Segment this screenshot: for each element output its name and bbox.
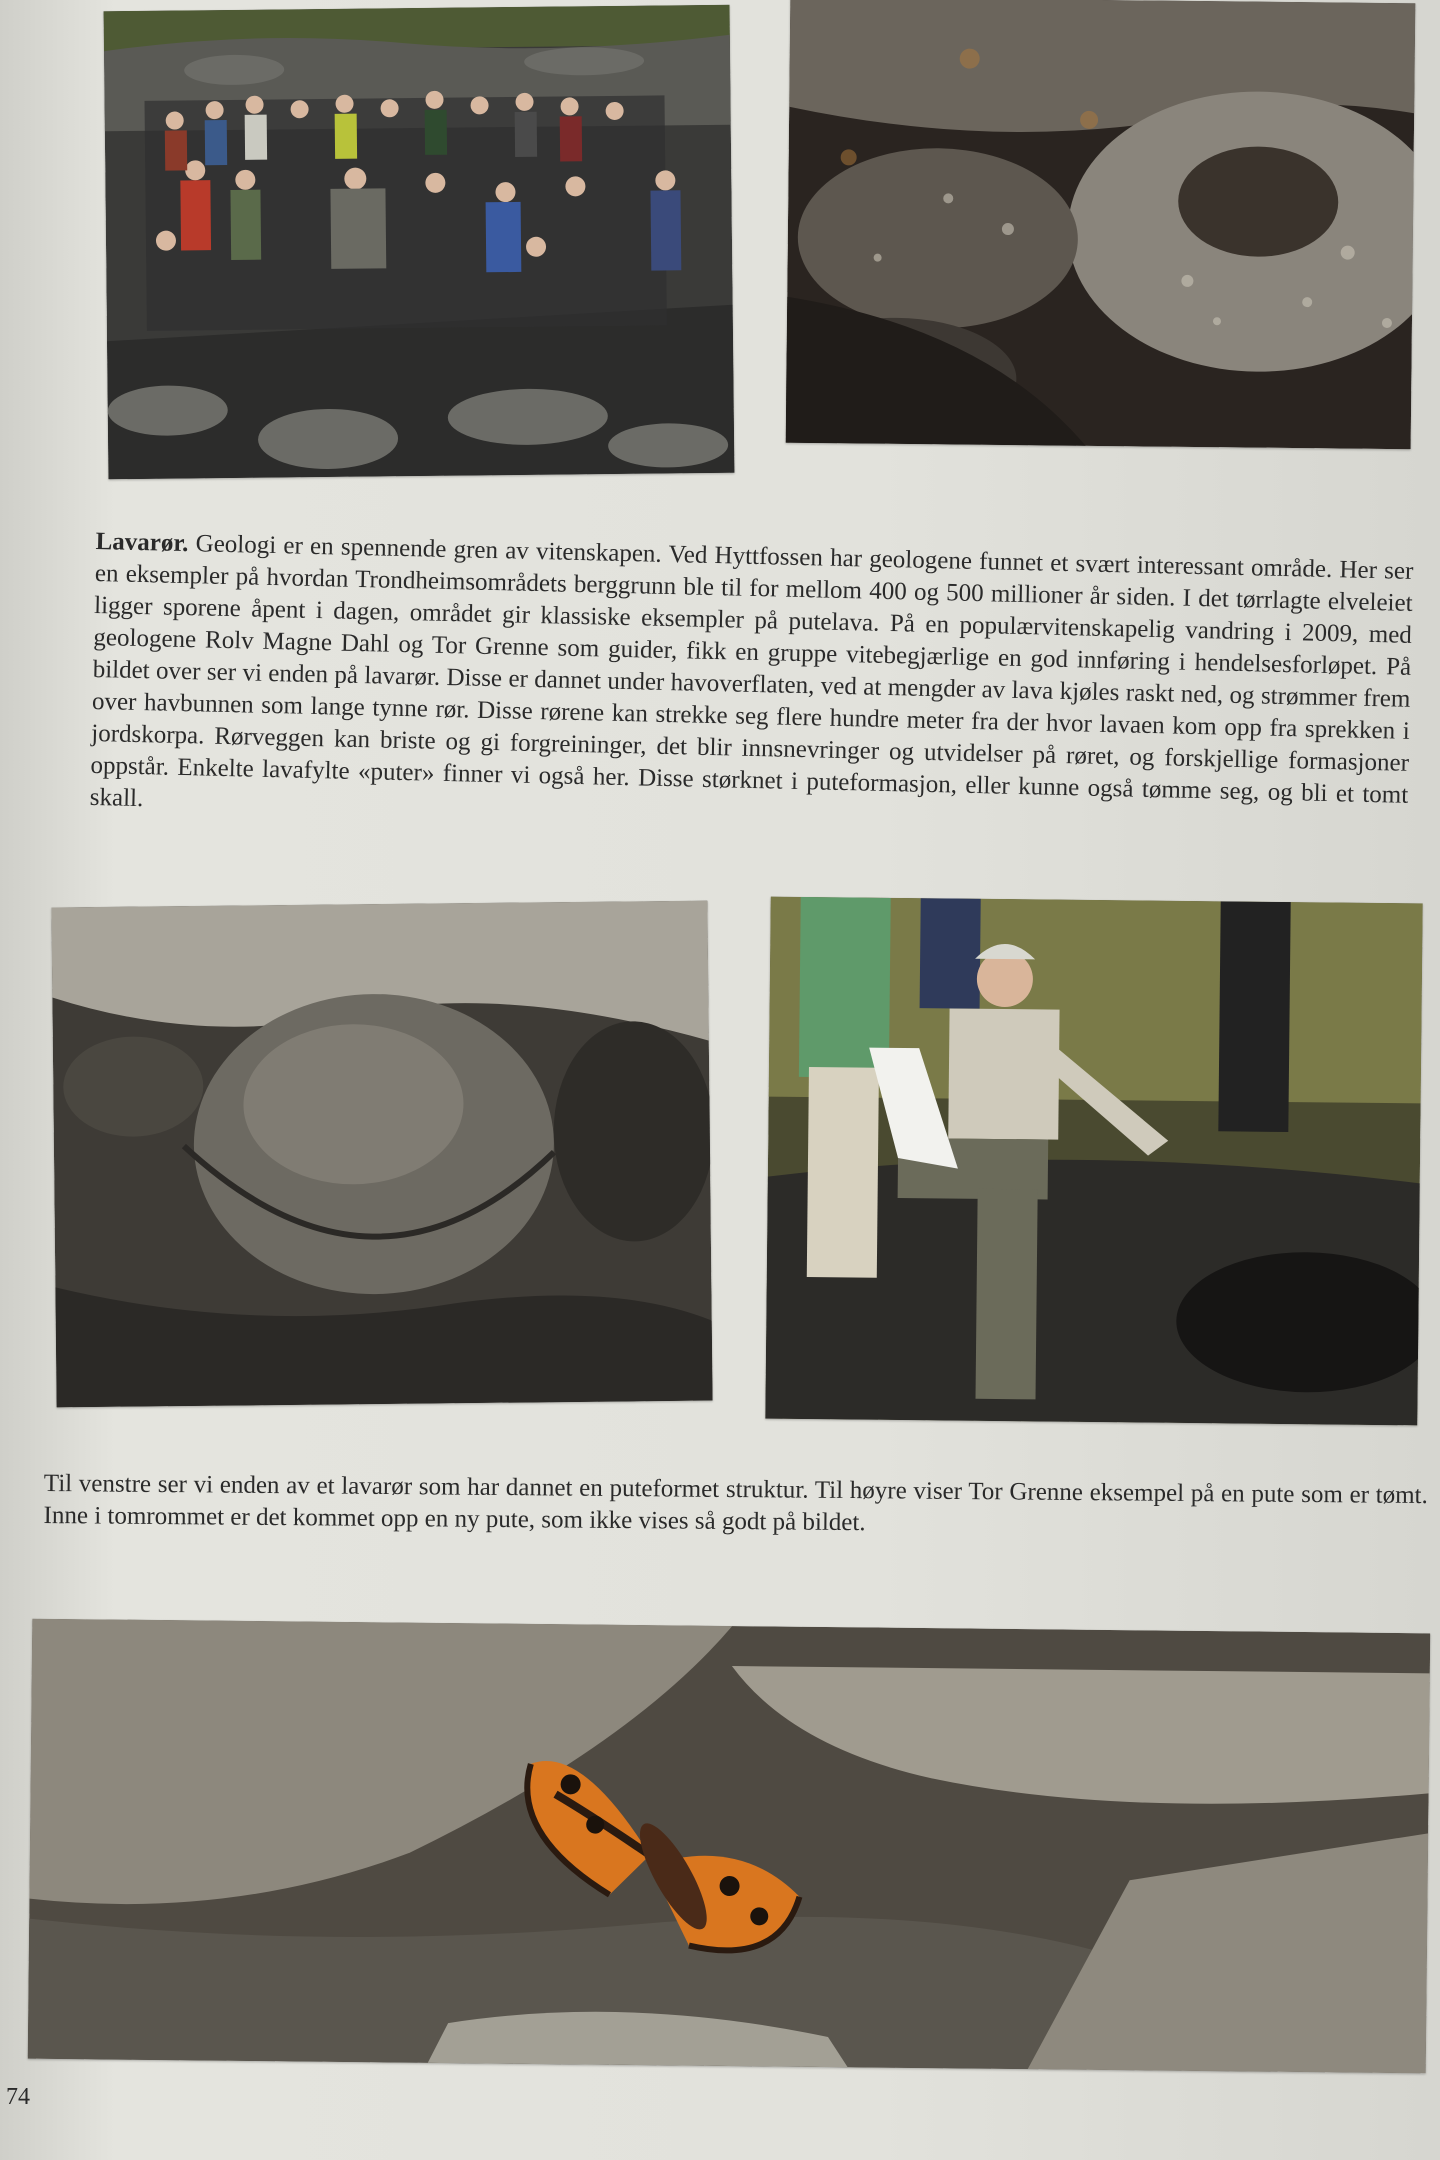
photo-butterfly-on-rock [28,1619,1431,2074]
photo-lava-tube-end [786,0,1416,449]
photo-tor-grenne [765,897,1422,1426]
caption-pillow-structure: Til venstre ser vi enden av et lavarør som har dannet en puteformet struktur. Til høyre viser Tor Grenne eksempel på en pute som er tømt. Inne i tomrommet er det kommet opp en ny pute, som ikke vises så godt på bildet. [43,1469,1428,1537]
caption-body: Geologi er en spennende gren av vitenskapen. Ved Hyttfossen har geologene funnet et svært interessant område. Her ser en eksempler på hvordan Trondheimsområdets berggrunn ble til for mellom 400 og 500 millioner år siden. I det tørrlagte elveleiet ligger sporene åpent i dagen, området gir klassiske eksempler på putelava. På en populærvitenskapelig vandring i 2009, med geologene Rolv Magne Dahl og Tor Grenne som guider, fikk en gruppe vitebegjærlige en god innføring i hendelsesforløpet. På bildet over ser vi enden på lavarør. Disse er dannet under havoverflaten, ved at mengder av lava kjøles raskt ned, og strømmer frem over havbunnen som lange tynne rør. Disse rørene kan strekke seg flere hundre meter fra der hvor lavaen kom opp fra sprekken i jordskorpa. Rørveggen kan briste og gi forgreininger, det blir innsnevringer og utvidelser på røret, og forskjellige formasjoner oppstår. Enkelte lavafylte «puter» finner vi også her. Disse størknet i puteformasjon, eller kunne også tømme seg, og bli et tomt skall. [89,530,1414,813]
photo-pillow-lava [51,901,712,1408]
page-number: 74 [6,2084,30,2110]
photo-group-on-lava-field [104,5,735,480]
caption-title: Lavarør. [95,527,189,558]
caption-lavaror [89,526,1413,844]
